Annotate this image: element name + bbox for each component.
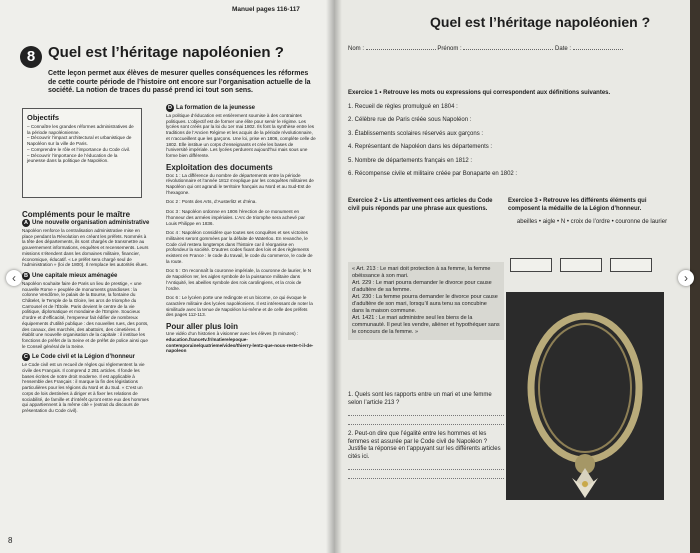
section-badge: A [22,219,30,227]
nom-field[interactable] [366,49,436,50]
article-text: Art. 230 : La femme pourra demander le divorce pour cause d’adultère de son mari, lorsqu’il aura tenu sa concubine dans la maison commune. [352,294,498,314]
pour-aller-text: Une vidéo d’un historien à visionner avec les élèves (5 minutes) : [166,331,299,337]
right-page [334,0,690,553]
complements-column [22,210,150,418]
section-text: Napoléon renforce la centralisation administrative mise en place pendant la Révolution en créant les préfets. Nommés à la tête des départements, ils sont chargés de transmettre au gouvernement informations, enquêtes et recensements. Leurs missions s’étendent dans les domaines militaire, financier, économique, éducatif. « Le préfet sera chargé seul de l’administration » (loi de 1800). Il remplace les autorités élues. [22,228,149,268]
date-field[interactable] [573,49,623,50]
pour-aller-title: Pour aller plus loin [166,322,239,332]
exercise-1-item: 3. Établissements scolaires réservés aux garçons : [348,130,484,137]
next-arrow-icon[interactable]: › [678,270,694,286]
answer-line[interactable] [348,407,504,416]
exercise-1-item: 1. Recueil de règles promulgué en 1804 : [348,103,458,110]
medal-illustration [506,292,664,500]
exercise-2-title: Exercice 2 • Lis attentivement ces articles du Code civil puis réponds par une phrase aux questions. [348,198,493,212]
article-text: « Art. 213 : Le mari doit protection à sa femme, la femme obéissance à son mari. [352,266,491,279]
section-heading: B Une capitale mieux aménagée [24,272,118,279]
documents-column [166,104,316,354]
section-badge: D [166,104,174,112]
prev-arrow-icon[interactable]: ‹ [6,270,22,286]
left-page [0,0,334,553]
code-civil-articles [348,262,504,340]
page-title: Quel est l’héritage napoléonien ? [48,44,284,61]
exercise-1 [348,90,678,179]
objectives-box [22,108,142,198]
section-badge: C [22,353,30,361]
answer-line[interactable] [348,470,504,479]
doc-note: Doc 3 : Napoléon ordonne en 1806 l’érection de ce monument en l’honneur des armées impériales. L’Arc de triomphe sera achevé par Louis Philippe en 1836. [166,209,305,226]
label-box[interactable] [610,258,652,272]
exercise-1-item: 2. Célèbre rue de Paris créée sous Napoléon : [348,117,472,123]
doc-note: Doc 2 : Ponts des Arts, d’Austerlitz et d’Iéna. [166,199,257,205]
exercise-2-questions [348,392,504,479]
exercise-3-title: Exercice 3 • Retrouve les différents éléments qui composent la médaille de la Légion d’honneur. [508,198,647,212]
exercise-1-item: 5. Nombre de départements français en 1812 : [348,157,473,164]
section-heading: C Le Code civil et la Légion d’honneur [24,354,136,361]
exercise-1-item: 6. Récompense civile et militaire créée par Bonaparte en 1802 : [348,171,518,177]
label-boxes [510,258,652,272]
complements-title: Compléments pour le maître [22,210,131,219]
section-text: Le Code civil est un recueil de règles qui réglementent la vie civile des Français. Il comprend 2 281 articles. Il fonde les bases écrites de notre droit moderne. Il est applicable à l’ensemble des Français : il marque la fin des législations particulières pour les régions du Nord et du Sud. « C’est un corps de lois destinées à diriger et à fixer les relations de sociabilité, de famille et d’intérêt qu’ont entre eux des hommes qui appartiennent à la même cité » (extrait du discours de présentation du Code civil). [22,362,149,413]
answer-line[interactable] [348,416,504,425]
video-link[interactable]: education.francetv.fr/matiere/epoque-contemporaine/quatrieme/video/thierry-lentz-que-nous-reste-t-il-de-napoleon [166,336,314,354]
objective-item: – Comprendre le rôle et l’importance du Code civil. [27,146,131,152]
section-badge: B [22,272,30,280]
manual-pages-ref: Manuel pages 116-117 [232,6,300,13]
book-gutter [326,0,342,553]
objective-item: – Découvrir l’importance de l’éducation de la jeunesse dans la politique de Napoléon. [27,152,118,164]
exercise-3 [508,198,676,227]
label-box[interactable] [510,258,552,272]
section-heading: A Une nouvelle organisation administrative [24,220,150,226]
exercise-1-item: 4. Représentant de Napoléon dans les départements : [348,144,493,150]
worksheet-title: Quel est l’héritage napoléonien ? [430,14,651,30]
doc-note: Doc 5 : On reconnaît la couronne impériale, la couronne de laurier, le N de Napoléon Ier, les aigles symbole de la puissance militaire dans l’Antiquité, les abeilles symbole des rois carolingiens, et la croix de l’ordre. [166,268,312,291]
exploitation-title: Exploitation des documents [166,162,273,172]
exercise-1-title: Exercice 1 • Retrouve les mots ou expressions qui correspondent aux définitions suivantes. [348,90,611,96]
question: 2. Peut-on dire que l’égalité entre les hommes et les femmes est assurée par le Code civil de Napoléon ? Justifie ta réponse en t’appuyant sur les différents articles cités ici. [348,431,501,460]
lesson-number: 8 [20,46,42,68]
section-heading: D La formation de la jeunesse [168,105,256,111]
lesson-intro: Cette leçon permet aux élèves de mesurer quelles conséquences les réformes de cette courte période de l’histoire ont encore sur l’organisation actuelle de la société. La notion de traces du passé prend ici tout son sens. [48,70,311,94]
doc-note: Doc 6 : Le lycéen porte une redingote et un bicorne, ce qui évoque le caractère militaire des lycées napoléoniens. Il est intéressant de noter la similitude avec la tenue de Napoléon lui-même et de celle des préfets des pages 112-113. [166,295,313,318]
objective-item: – Connaître les grandes réformes administratives de la période napoléonienne. [27,124,134,135]
question: 1. Quels sont les rapports entre un mari et une femme selon l’article 213 ? [348,392,492,406]
nom-label: Nom : [348,46,365,52]
name-row [348,46,678,52]
prenom-field[interactable] [463,49,553,50]
section-text: Napoléon souhaite faire de Paris un lieu de prestige, « une nouvelle Rome » peuplée de monuments grandioses : la colonne Vendôme, le palais de la Bourse, la fontaine du Châtelet, le Temple de la Gloire, les arcs de triomphe du Carrousel et de l’Étoile. Paris devient le centre de la vie politique, diplomatique et mondaine de l’Empire. Soucieux d’ordre et d’efficacité, l’empereur fait édifier de nombreux équipements d’utilité publique : des nouvelles rues, des ponts, des canaux, des marchés, des abattoirs, des cimetières. Il établit une nouvelle organisation de la capitale : il institue les fonctions de préfet de la Seine et de préfet de police ainsi que le Conseil général de la Seine. [22,280,149,349]
page-number: 8 [8,536,13,545]
section-text: La politique d’éducation est entièrement soumise à des contraintes politiques. L’objectif est de former une élite pour servir le régime. Les lycées sont créés par la loi du 1er mai 1802. Ils font la synthèse entre les traditions de l’Ancien Régime et les acquis de la période révolutionnaire, et n’accueillent que les garçons. Une loi, prise en 1806, complète celle de 1802. Elle institue un corps d’enseignants et crée les bases de l’université impériale. Les lycées perdurent aujourd’hui mais sous une forme bien différente. [166,113,316,158]
article-text: Art. 1421 : Le mari administre seul les biens de la communauté. Il peut les vendre, aliéner et hypothéquer sans le concours de la femme. » [352,315,500,335]
prenom-label: Prénom : [437,46,462,52]
objective-item: – Découvrir l’impact architectural et urbanistique de Napoléon sur la ville de Paris. [27,135,132,147]
legion-honneur-medal-photo [506,292,664,500]
word-bank: abeilles • aigle • N • croix de l’ordre • couronne de laurier [516,219,668,225]
exercise-2 [348,198,498,213]
doc-note: Doc 4 : Napoléon considère que toutes ses conquêtes et ses victoires militaires seront gommées par la défaite de Waterloo. En revanche, le Code civil restera longtemps dans l’histoire car il réorganise en profondeur la société. D’autres codes fixant des lois et des règlements existent en France : le code du travail, le code du commerce, le code de la route. [166,230,313,264]
answer-line[interactable] [348,461,504,470]
article-text: Art. 229 : Le mari pourra demander le divorce pour cause d’adultère de sa femme. [352,280,492,293]
doc-note: Doc 1 : La différence du nombre de départements entre la période révolutionnaire et l’année 1812 s’explique par les conquêtes militaires de Napoléon qui ont agrandi le territoire français au Nord et au Sud-Est de l’hexagone. [166,172,314,195]
date-label: Date : [555,46,572,52]
objectives-title: Objectifs [27,113,60,122]
label-box[interactable] [560,258,602,272]
